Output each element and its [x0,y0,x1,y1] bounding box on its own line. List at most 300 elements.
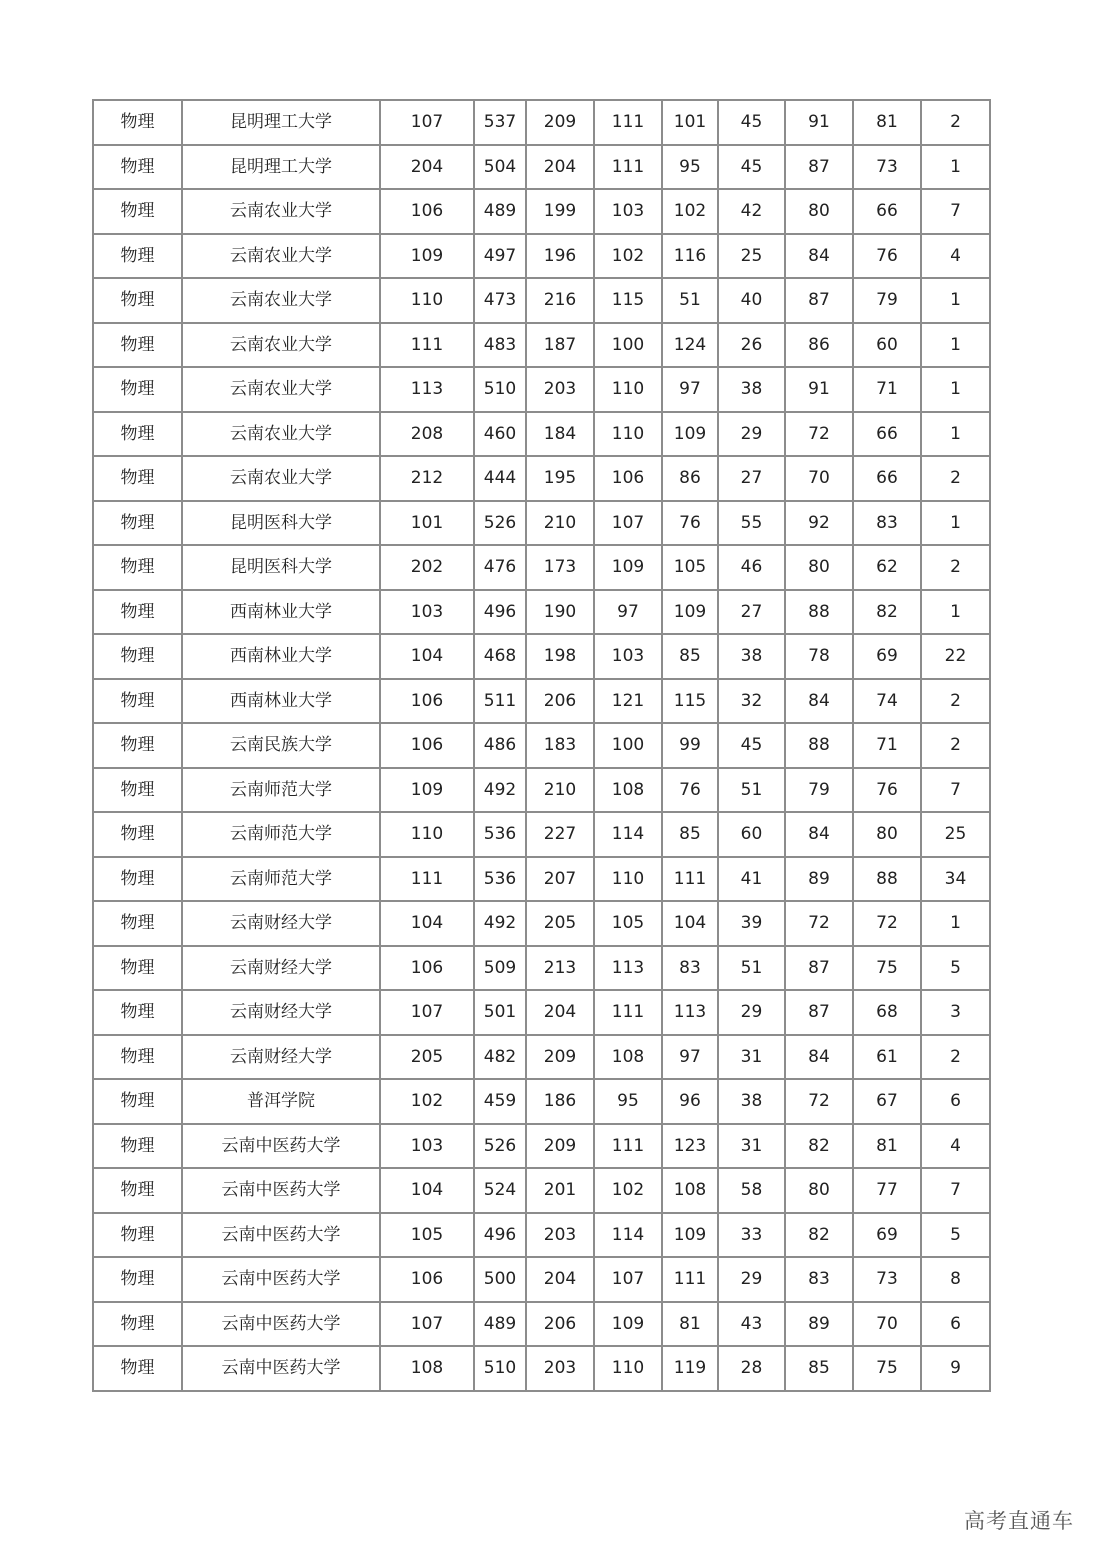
major-group-cell: 106 [380,189,474,234]
cell-6: 111 [594,990,662,1035]
cell-8: 29 [718,1257,785,1302]
cell-9: 70 [785,456,853,501]
table-row [93,323,990,368]
university-cell: 昆明理工大学 [182,100,380,145]
subject-cell: 物理 [93,1079,182,1124]
university-cell: 云南财经大学 [182,901,380,946]
major-group-cell: 208 [380,412,474,457]
count-cell: 7 [921,768,990,813]
total-score-cell: 511 [474,679,526,724]
table-row [93,1213,990,1258]
cell-7: 51 [662,278,718,323]
university-cell: 云南农业大学 [182,412,380,457]
cell-5: 203 [526,1346,594,1391]
cell-5: 210 [526,501,594,546]
cell-8: 39 [718,901,785,946]
cell-7: 104 [662,901,718,946]
cell-8: 31 [718,1035,785,1080]
count-cell: 22 [921,634,990,679]
subject-cell: 物理 [93,990,182,1035]
cell-8: 46 [718,545,785,590]
cell-6: 113 [594,946,662,991]
cell-6: 115 [594,278,662,323]
cell-5: 205 [526,901,594,946]
cell-8: 45 [718,100,785,145]
cell-6: 102 [594,234,662,279]
table-row [93,1035,990,1080]
major-group-cell: 110 [380,278,474,323]
count-cell: 25 [921,812,990,857]
university-cell: 云南农业大学 [182,189,380,234]
count-cell: 7 [921,189,990,234]
cell-10: 88 [853,857,921,902]
university-cell: 昆明医科大学 [182,501,380,546]
cell-8: 45 [718,723,785,768]
count-cell: 2 [921,456,990,501]
count-cell: 1 [921,501,990,546]
major-group-cell: 102 [380,1079,474,1124]
cell-10: 66 [853,189,921,234]
cell-6: 110 [594,857,662,902]
cell-5: 216 [526,278,594,323]
subject-cell: 物理 [93,812,182,857]
cell-7: 81 [662,1302,718,1347]
cell-5: 186 [526,1079,594,1124]
cell-7: 109 [662,412,718,457]
major-group-cell: 204 [380,145,474,190]
university-cell: 云南中医药大学 [182,1168,380,1213]
total-score-cell: 444 [474,456,526,501]
cell-8: 38 [718,1079,785,1124]
subject-cell: 物理 [93,189,182,234]
table-row [93,100,990,145]
cell-6: 111 [594,100,662,145]
total-score-cell: 526 [474,501,526,546]
major-group-cell: 205 [380,1035,474,1080]
cell-9: 91 [785,367,853,412]
cell-6: 108 [594,768,662,813]
subject-cell: 物理 [93,412,182,457]
university-cell: 云南财经大学 [182,946,380,991]
cell-10: 81 [853,1124,921,1169]
total-score-cell: 536 [474,812,526,857]
watermark-text: 高考直通车 [964,1509,1074,1533]
university-cell: 普洱学院 [182,1079,380,1124]
cell-7: 96 [662,1079,718,1124]
cell-10: 82 [853,590,921,635]
cell-5: 210 [526,768,594,813]
cell-8: 29 [718,990,785,1035]
cell-5: 199 [526,189,594,234]
cell-6: 102 [594,1168,662,1213]
major-group-cell: 106 [380,1257,474,1302]
count-cell: 6 [921,1302,990,1347]
university-cell: 云南中医药大学 [182,1124,380,1169]
table-row [93,1257,990,1302]
subject-cell: 物理 [93,1302,182,1347]
cell-7: 85 [662,634,718,679]
count-cell: 2 [921,679,990,724]
total-score-cell: 497 [474,234,526,279]
total-score-cell: 476 [474,545,526,590]
subject-cell: 物理 [93,946,182,991]
table-row [93,1168,990,1213]
cell-10: 76 [853,234,921,279]
cell-7: 97 [662,1035,718,1080]
cell-7: 116 [662,234,718,279]
total-score-cell: 537 [474,100,526,145]
cell-8: 60 [718,812,785,857]
cell-8: 40 [718,278,785,323]
total-score-cell: 510 [474,367,526,412]
university-cell: 云南农业大学 [182,234,380,279]
cell-5: 204 [526,145,594,190]
total-score-cell: 483 [474,323,526,368]
major-group-cell: 109 [380,234,474,279]
count-cell: 9 [921,1346,990,1391]
subject-cell: 物理 [93,323,182,368]
cell-7: 76 [662,501,718,546]
cell-5: 204 [526,990,594,1035]
table-row [93,679,990,724]
total-score-cell: 459 [474,1079,526,1124]
cell-5: 206 [526,1302,594,1347]
cell-8: 32 [718,679,785,724]
cell-8: 27 [718,590,785,635]
cell-10: 77 [853,1168,921,1213]
count-cell: 1 [921,901,990,946]
cell-10: 66 [853,456,921,501]
university-cell: 云南师范大学 [182,768,380,813]
cell-5: 213 [526,946,594,991]
university-cell: 西南林业大学 [182,634,380,679]
cell-5: 207 [526,857,594,902]
cell-5: 203 [526,367,594,412]
count-cell: 2 [921,723,990,768]
subject-cell: 物理 [93,100,182,145]
university-cell: 云南中医药大学 [182,1346,380,1391]
subject-cell: 物理 [93,1257,182,1302]
cell-8: 45 [718,145,785,190]
cell-10: 70 [853,1302,921,1347]
major-group-cell: 101 [380,501,474,546]
count-cell: 2 [921,545,990,590]
count-cell: 4 [921,1124,990,1169]
cell-10: 71 [853,367,921,412]
subject-cell: 物理 [93,1168,182,1213]
cell-9: 80 [785,1168,853,1213]
cell-6: 110 [594,412,662,457]
university-cell: 云南农业大学 [182,456,380,501]
cell-7: 109 [662,590,718,635]
cell-7: 97 [662,367,718,412]
cell-10: 68 [853,990,921,1035]
count-cell: 2 [921,1035,990,1080]
table-row [93,1079,990,1124]
table-row [93,456,990,501]
major-group-cell: 106 [380,679,474,724]
subject-cell: 物理 [93,501,182,546]
cell-6: 110 [594,367,662,412]
university-cell: 云南中医药大学 [182,1257,380,1302]
cell-6: 114 [594,812,662,857]
total-score-cell: 486 [474,723,526,768]
cell-6: 108 [594,1035,662,1080]
cell-5: 183 [526,723,594,768]
cell-6: 97 [594,590,662,635]
cell-9: 91 [785,100,853,145]
cell-10: 73 [853,1257,921,1302]
table-row [93,1302,990,1347]
cell-6: 109 [594,1302,662,1347]
table-row [93,857,990,902]
cell-8: 33 [718,1213,785,1258]
cell-10: 61 [853,1035,921,1080]
university-cell: 云南师范大学 [182,857,380,902]
cell-10: 72 [853,901,921,946]
cell-9: 84 [785,679,853,724]
major-group-cell: 106 [380,946,474,991]
cell-9: 72 [785,1079,853,1124]
cell-7: 115 [662,679,718,724]
cell-9: 78 [785,634,853,679]
subject-cell: 物理 [93,1035,182,1080]
table-row [93,189,990,234]
cell-10: 60 [853,323,921,368]
count-cell: 1 [921,145,990,190]
major-group-cell: 113 [380,367,474,412]
cell-6: 111 [594,1124,662,1169]
subject-cell: 物理 [93,456,182,501]
cell-6: 103 [594,189,662,234]
major-group-cell: 103 [380,590,474,635]
university-cell: 西南林业大学 [182,679,380,724]
cell-5: 196 [526,234,594,279]
cell-8: 38 [718,634,785,679]
university-cell: 云南财经大学 [182,1035,380,1080]
cell-9: 88 [785,590,853,635]
cell-7: 101 [662,100,718,145]
cell-5: 209 [526,100,594,145]
cell-7: 119 [662,1346,718,1391]
cell-10: 81 [853,100,921,145]
cell-8: 51 [718,768,785,813]
major-group-cell: 111 [380,323,474,368]
total-score-cell: 496 [474,590,526,635]
university-cell: 云南中医药大学 [182,1213,380,1258]
table-row [93,901,990,946]
cell-10: 69 [853,634,921,679]
subject-cell: 物理 [93,634,182,679]
cell-5: 198 [526,634,594,679]
cell-6: 111 [594,145,662,190]
table-body [93,100,990,1391]
major-group-cell: 107 [380,1302,474,1347]
count-cell: 1 [921,323,990,368]
cell-8: 58 [718,1168,785,1213]
cell-7: 102 [662,189,718,234]
cell-5: 203 [526,1213,594,1258]
total-score-cell: 504 [474,145,526,190]
major-group-cell: 104 [380,901,474,946]
table-row [93,768,990,813]
cell-6: 95 [594,1079,662,1124]
total-score-cell: 496 [474,1213,526,1258]
total-score-cell: 482 [474,1035,526,1080]
cell-5: 173 [526,545,594,590]
subject-cell: 物理 [93,1346,182,1391]
subject-cell: 物理 [93,901,182,946]
cell-7: 111 [662,857,718,902]
major-group-cell: 110 [380,812,474,857]
cell-7: 85 [662,812,718,857]
total-score-cell: 489 [474,1302,526,1347]
major-group-cell: 105 [380,1213,474,1258]
total-score-cell: 501 [474,990,526,1035]
subject-cell: 物理 [93,545,182,590]
subject-cell: 物理 [93,857,182,902]
cell-9: 88 [785,723,853,768]
cell-6: 109 [594,545,662,590]
cell-9: 80 [785,189,853,234]
university-cell: 昆明理工大学 [182,145,380,190]
cell-10: 74 [853,679,921,724]
table-row [93,367,990,412]
table-row [93,946,990,991]
cell-10: 67 [853,1079,921,1124]
count-cell: 4 [921,234,990,279]
cell-10: 80 [853,812,921,857]
cell-9: 72 [785,901,853,946]
cell-6: 103 [594,634,662,679]
subject-cell: 物理 [93,590,182,635]
major-group-cell: 111 [380,857,474,902]
count-cell: 7 [921,1168,990,1213]
total-score-cell: 489 [474,189,526,234]
cell-8: 29 [718,412,785,457]
table-row [93,501,990,546]
university-cell: 云南中医药大学 [182,1302,380,1347]
major-group-cell: 107 [380,990,474,1035]
cell-10: 71 [853,723,921,768]
university-cell: 西南林业大学 [182,590,380,635]
total-score-cell: 492 [474,901,526,946]
major-group-cell: 109 [380,768,474,813]
cell-10: 66 [853,412,921,457]
cell-7: 113 [662,990,718,1035]
cell-9: 82 [785,1213,853,1258]
total-score-cell: 536 [474,857,526,902]
major-group-cell: 108 [380,1346,474,1391]
cell-8: 51 [718,946,785,991]
subject-cell: 物理 [93,723,182,768]
subject-cell: 物理 [93,367,182,412]
cell-6: 107 [594,501,662,546]
cell-7: 95 [662,145,718,190]
cell-6: 114 [594,1213,662,1258]
table-row [93,634,990,679]
university-cell: 云南师范大学 [182,812,380,857]
cell-5: 190 [526,590,594,635]
major-group-cell: 104 [380,634,474,679]
cell-8: 41 [718,857,785,902]
count-cell: 1 [921,367,990,412]
major-group-cell: 106 [380,723,474,768]
cell-9: 82 [785,1124,853,1169]
cell-10: 79 [853,278,921,323]
cell-9: 84 [785,812,853,857]
count-cell: 5 [921,1213,990,1258]
total-score-cell: 524 [474,1168,526,1213]
subject-cell: 物理 [93,145,182,190]
count-cell: 8 [921,1257,990,1302]
cell-6: 107 [594,1257,662,1302]
cell-5: 195 [526,456,594,501]
cell-8: 31 [718,1124,785,1169]
cell-8: 27 [718,456,785,501]
total-score-cell: 473 [474,278,526,323]
cell-10: 75 [853,1346,921,1391]
major-group-cell: 104 [380,1168,474,1213]
subject-cell: 物理 [93,1124,182,1169]
total-score-cell: 468 [474,634,526,679]
cell-10: 62 [853,545,921,590]
table-row [93,545,990,590]
cell-10: 75 [853,946,921,991]
count-cell: 2 [921,100,990,145]
cell-9: 87 [785,278,853,323]
table-row [93,1346,990,1391]
total-score-cell: 460 [474,412,526,457]
cell-8: 42 [718,189,785,234]
cell-8: 26 [718,323,785,368]
cell-10: 69 [853,1213,921,1258]
subject-cell: 物理 [93,768,182,813]
major-group-cell: 212 [380,456,474,501]
cell-6: 105 [594,901,662,946]
count-cell: 3 [921,990,990,1035]
cell-5: 201 [526,1168,594,1213]
total-score-cell: 509 [474,946,526,991]
cell-5: 209 [526,1124,594,1169]
table-row [93,1124,990,1169]
subject-cell: 物理 [93,234,182,279]
cell-6: 110 [594,1346,662,1391]
table-row [93,723,990,768]
cell-5: 209 [526,1035,594,1080]
cell-9: 87 [785,145,853,190]
cell-6: 121 [594,679,662,724]
cell-7: 123 [662,1124,718,1169]
cell-6: 100 [594,323,662,368]
subject-cell: 物理 [93,278,182,323]
cell-7: 99 [662,723,718,768]
cell-7: 105 [662,545,718,590]
table-row [93,990,990,1035]
count-cell: 5 [921,946,990,991]
major-group-cell: 202 [380,545,474,590]
cell-7: 83 [662,946,718,991]
cell-8: 38 [718,367,785,412]
university-cell: 云南民族大学 [182,723,380,768]
major-group-cell: 103 [380,1124,474,1169]
cell-7: 111 [662,1257,718,1302]
count-cell: 1 [921,412,990,457]
cell-8: 43 [718,1302,785,1347]
table-row [93,412,990,457]
cell-7: 124 [662,323,718,368]
university-cell: 云南农业大学 [182,323,380,368]
